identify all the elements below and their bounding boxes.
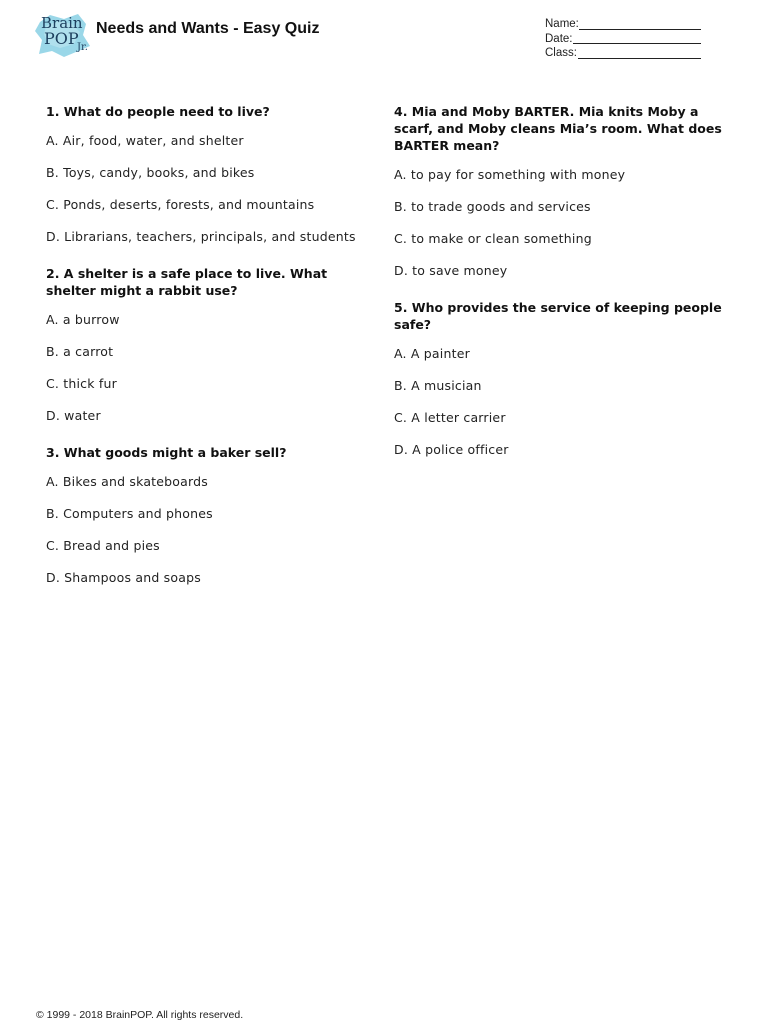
logo-word-pop: POP [44,29,79,48]
question-1-text: 1. What do people need to live? [46,104,270,119]
question-5-option-b[interactable]: B. A musician [394,378,482,393]
logo-word-brain: Brain [41,14,83,32]
question-1-option-a[interactable]: A. Air, food, water, and shelter [46,133,244,148]
date-field[interactable] [545,32,705,47]
class-field[interactable] [545,46,705,61]
name-line [579,29,701,30]
copyright-footer: © 1999 - 2018 BrainPOP. All rights reserved. [36,1009,244,1021]
question-5-option-a[interactable]: A. A painter [394,346,470,361]
question-3-text: 3. What goods might a baker sell? [46,445,287,460]
question-3-option-d[interactable]: D. Shampoos and soaps [46,570,201,585]
question-1-option-d[interactable]: D. Librarians, teachers, principals, and students [46,229,356,244]
question-block-4 [394,103,724,279]
question-2-option-b[interactable]: B. a carrot [46,344,114,359]
question-block-1 [46,103,376,245]
question-2-option-c[interactable]: C. thick fur [46,376,117,391]
class-label: Class: [545,47,577,59]
name-label: Name: [545,18,579,30]
class-line [578,58,701,59]
question-5-option-d[interactable]: D. A police officer [394,442,509,457]
name-field[interactable] [545,17,705,32]
question-2-text: 2. A shelter is a safe place to live. What shelter might a rabbit use? [46,266,328,298]
question-block-5 [394,299,724,458]
question-4-option-c[interactable]: C. to make or clean something [394,231,592,246]
question-1-option-c[interactable]: C. Ponds, deserts, forests, and mountains [46,197,315,212]
question-1-option-b[interactable]: B. Toys, candy, books, and bikes [46,165,255,180]
question-4-text: 4. Mia and Moby BARTER. Mia knits Moby a scarf, and Moby cleans Mia’s room. What does BARTER mean? [394,104,722,153]
question-4-option-d[interactable]: D. to save money [394,263,508,278]
logo-word-jr: Jr. [77,42,88,53]
question-5-option-c[interactable]: C. A letter carrier [394,410,506,425]
left-column [46,103,376,606]
question-5-text: 5. Who provides the service of keeping people safe? [394,300,722,332]
question-block-2 [46,265,376,424]
student-info-fields [545,17,705,61]
question-3-option-a[interactable]: A. Bikes and skateboards [46,474,208,489]
quiz-title: Needs and Wants - Easy Quiz [96,20,320,37]
date-label: Date: [545,32,573,45]
question-4-option-b[interactable]: B. to trade goods and services [394,199,591,214]
question-3-option-c[interactable]: C. Bread and pies [46,538,160,553]
question-2-option-a[interactable]: A. a burrow [46,312,120,327]
question-4-option-a[interactable]: A. to pay for something with money [394,167,626,182]
question-block-3 [46,444,376,586]
right-column [394,103,724,478]
question-3-option-b[interactable]: B. Computers and phones [46,506,213,521]
brainpop-jr-logo [34,12,92,58]
question-2-option-d[interactable]: D. water [46,408,101,423]
date-line [573,43,701,44]
